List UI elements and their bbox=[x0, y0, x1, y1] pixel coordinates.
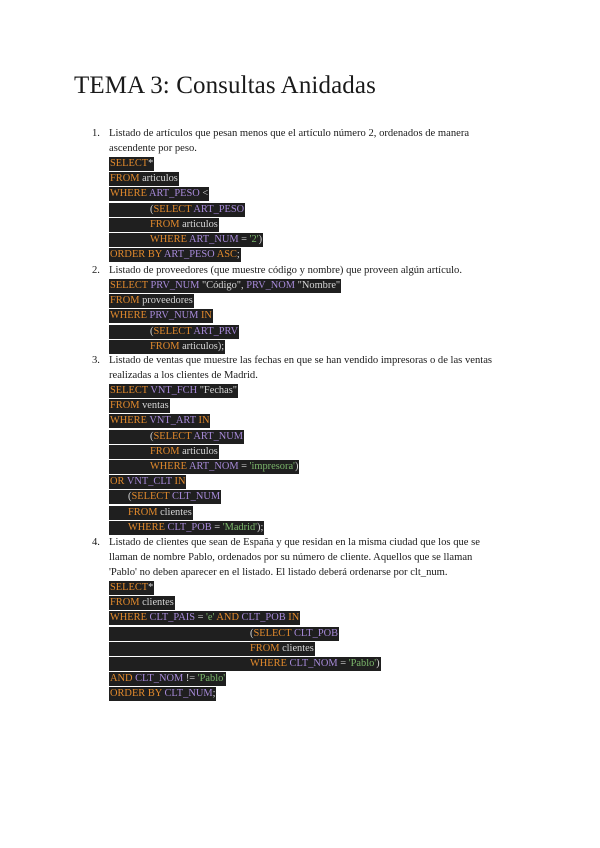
question-number: 2. bbox=[92, 265, 100, 276]
code-token: ART_PESO bbox=[193, 203, 245, 215]
code-token: AND bbox=[110, 673, 136, 685]
code-line bbox=[109, 641, 381, 656]
code-highlight bbox=[109, 340, 225, 354]
code-highlight bbox=[109, 294, 194, 308]
code-line bbox=[109, 398, 299, 413]
code-token: '2' bbox=[249, 233, 259, 245]
code-token: CLT_POB bbox=[241, 612, 286, 624]
code-token: ORDER BY bbox=[110, 249, 164, 261]
code-highlight bbox=[109, 687, 216, 701]
code-token: articulos bbox=[142, 173, 178, 185]
code-highlight bbox=[109, 642, 315, 656]
code-highlight bbox=[109, 611, 300, 625]
code-token: IN bbox=[171, 476, 186, 488]
code-token: ART_PESO bbox=[148, 188, 200, 200]
code-token: ; bbox=[236, 249, 240, 261]
code-line bbox=[109, 232, 263, 247]
code-token: 'e' bbox=[206, 612, 215, 624]
code-token: clientes bbox=[282, 642, 314, 654]
code-token: FROM bbox=[150, 445, 183, 457]
code-token: SELECT bbox=[110, 582, 149, 593]
code-token: ; bbox=[212, 688, 216, 700]
code-token: 'Pablo' bbox=[348, 657, 377, 669]
code-token: CLT_POB bbox=[167, 521, 212, 533]
code-token: FROM bbox=[110, 400, 143, 412]
code-token: ( bbox=[250, 627, 254, 639]
code-line bbox=[109, 429, 299, 444]
code-line bbox=[109, 595, 381, 610]
code-highlight bbox=[109, 475, 186, 489]
code-highlight bbox=[109, 657, 381, 671]
code-line bbox=[109, 626, 381, 641]
code-line bbox=[109, 489, 299, 504]
code-highlight bbox=[109, 233, 263, 247]
code-token: CLT_NUM bbox=[164, 688, 213, 700]
question-text: Listado de artículos que pesan menos que el artículo número 2, ordenados de manera ascendente por peso. bbox=[109, 128, 470, 155]
question-number: 4. bbox=[92, 537, 100, 548]
code-token: articulos bbox=[182, 445, 218, 457]
code-highlight bbox=[109, 248, 241, 262]
code-highlight bbox=[109, 445, 219, 459]
code-token: "Código", bbox=[199, 280, 247, 291]
code-highlight bbox=[109, 521, 264, 535]
code-token: "Fechas" bbox=[197, 385, 238, 396]
question-text: Listado de proveedores (que muestre código y nombre) que proveen algún artículo. bbox=[109, 265, 463, 276]
code-highlight bbox=[109, 384, 238, 398]
code-token: SELECT bbox=[131, 491, 172, 503]
code-line bbox=[109, 671, 381, 686]
code-highlight bbox=[109, 399, 170, 413]
code-token: VNT_FCH bbox=[150, 385, 198, 396]
code-highlight bbox=[109, 596, 175, 610]
code-token: proveedores bbox=[142, 295, 193, 307]
code-token: SELECT bbox=[110, 158, 149, 169]
code-token: ART_NUM bbox=[193, 430, 244, 442]
code-token: ART_PRV bbox=[193, 325, 239, 337]
code-line bbox=[109, 186, 263, 201]
code-token: PRV_NOM bbox=[246, 280, 296, 291]
code-highlight bbox=[109, 430, 244, 444]
code-token: ORDER BY bbox=[110, 688, 165, 700]
code-highlight bbox=[109, 627, 339, 641]
code-line bbox=[109, 474, 299, 489]
code-token: FROM bbox=[110, 295, 143, 307]
code-highlight bbox=[109, 672, 226, 686]
code-token: = bbox=[238, 233, 250, 245]
question-number: 3. bbox=[92, 355, 100, 366]
sql-block-2 bbox=[109, 278, 341, 354]
code-token: ) bbox=[376, 657, 380, 669]
sql-block-3 bbox=[109, 383, 299, 535]
code-line bbox=[109, 247, 263, 262]
sql-block-4 bbox=[109, 580, 381, 702]
code-token: = bbox=[337, 657, 349, 669]
code-token: ART_NOM bbox=[188, 460, 239, 472]
code-line bbox=[109, 520, 299, 535]
question-text: Listado de ventas que muestre las fechas en que se han vendido impresoras o de las ventas realizadas a los clientes de Madrid. bbox=[109, 355, 493, 382]
code-line bbox=[109, 686, 381, 701]
code-token: WHERE bbox=[110, 612, 150, 624]
code-line bbox=[109, 156, 263, 171]
code-token: ) bbox=[294, 460, 299, 472]
code-token: FROM bbox=[110, 173, 143, 185]
code-token: ( bbox=[150, 325, 154, 337]
question-4 bbox=[92, 535, 500, 581]
code-token: != bbox=[183, 673, 198, 685]
code-token: ) bbox=[258, 233, 263, 245]
code-token: ventas bbox=[142, 400, 169, 412]
code-line bbox=[109, 383, 299, 398]
code-highlight bbox=[109, 279, 341, 293]
code-token: clientes bbox=[160, 506, 192, 518]
code-token: SELECT bbox=[153, 203, 194, 215]
code-token: 'Pablo' bbox=[197, 673, 226, 685]
question-text: Listado de clientes que sean de España y que residan en la misma ciudad que los que se llaman de nombre Pablo, ordenados por su número de cliente. Aquellos que se llaman 'Pablo' no deben aparecer en el listado. El listado deberá ordenarse por clt_num. bbox=[109, 537, 480, 579]
code-token: ART_NUM bbox=[188, 233, 239, 245]
code-token: WHERE bbox=[250, 657, 290, 669]
code-highlight bbox=[109, 203, 245, 217]
code-token: SELECT bbox=[153, 430, 194, 442]
code-line bbox=[109, 459, 299, 474]
page-title: TEMA 3: Consultas Anidadas bbox=[74, 72, 376, 99]
code-token: clientes bbox=[142, 597, 174, 609]
code-token: AND bbox=[214, 612, 242, 624]
code-token: WHERE bbox=[110, 415, 150, 427]
code-token: WHERE bbox=[110, 310, 150, 322]
code-token: VNT_ART bbox=[149, 415, 196, 427]
code-line bbox=[109, 610, 381, 625]
code-token: WHERE bbox=[128, 521, 168, 533]
code-token: = bbox=[194, 612, 207, 624]
code-highlight bbox=[109, 581, 154, 595]
code-line bbox=[109, 217, 263, 232]
code-token: "Nombre" bbox=[295, 280, 341, 291]
code-token: articulos); bbox=[182, 340, 225, 352]
code-token: FROM bbox=[110, 597, 143, 609]
code-highlight bbox=[109, 325, 239, 339]
code-line bbox=[109, 293, 341, 308]
code-token: SELECT bbox=[110, 280, 151, 291]
code-token: VNT_CLT bbox=[126, 476, 172, 488]
code-token: 'Madrid' bbox=[222, 521, 258, 533]
code-line bbox=[109, 202, 263, 217]
code-token: SELECT bbox=[253, 627, 294, 639]
code-token: IN bbox=[198, 310, 212, 322]
code-line bbox=[109, 171, 263, 186]
code-token: PRV_NUM bbox=[149, 310, 199, 322]
code-token: * bbox=[148, 582, 154, 593]
code-line bbox=[109, 339, 341, 354]
code-line bbox=[109, 656, 381, 671]
code-token: SELECT bbox=[153, 325, 194, 337]
code-token: = bbox=[211, 521, 223, 533]
code-token: < bbox=[199, 188, 209, 200]
code-token: CLT_NUM bbox=[171, 491, 221, 503]
code-token: 'impresora' bbox=[249, 460, 295, 472]
code-token: ); bbox=[257, 521, 264, 533]
code-token: IN bbox=[285, 612, 300, 624]
code-line bbox=[109, 278, 341, 293]
code-token: CLT_PAIS bbox=[149, 612, 195, 624]
sql-block-1 bbox=[109, 156, 263, 262]
code-token: ( bbox=[150, 430, 154, 442]
question-3 bbox=[92, 353, 500, 383]
code-highlight bbox=[109, 157, 154, 171]
code-token: ( bbox=[128, 491, 132, 503]
code-token: PRV_NUM bbox=[150, 280, 200, 291]
code-highlight bbox=[109, 506, 193, 520]
code-line bbox=[109, 308, 341, 323]
code-token: * bbox=[148, 158, 154, 169]
code-token: WHERE bbox=[110, 188, 149, 200]
code-token: SELECT bbox=[110, 385, 151, 396]
code-highlight bbox=[109, 490, 221, 504]
code-token: FROM bbox=[250, 642, 283, 654]
code-line bbox=[109, 580, 381, 595]
code-token: ( bbox=[150, 203, 154, 215]
code-highlight bbox=[109, 309, 213, 323]
code-token: FROM bbox=[150, 340, 183, 352]
code-token: FROM bbox=[150, 218, 183, 230]
code-token: OR bbox=[110, 476, 127, 488]
code-token: = bbox=[238, 460, 250, 472]
code-line bbox=[109, 444, 299, 459]
code-line bbox=[109, 413, 299, 428]
code-token: IN bbox=[195, 415, 210, 427]
code-line bbox=[109, 324, 341, 339]
code-highlight bbox=[109, 187, 209, 201]
code-token: FROM bbox=[128, 506, 161, 518]
question-number: 1. bbox=[92, 128, 100, 139]
code-highlight bbox=[109, 414, 210, 428]
code-token: CLT_NOM bbox=[135, 673, 184, 685]
code-token: WHERE bbox=[150, 233, 189, 245]
code-token: ASC bbox=[216, 249, 237, 261]
code-line bbox=[109, 505, 299, 520]
code-highlight bbox=[109, 460, 299, 474]
code-token: articulos bbox=[182, 218, 218, 230]
code-token: ART_PESO bbox=[163, 249, 217, 261]
code-token: CLT_NOM bbox=[289, 657, 338, 669]
question-1 bbox=[92, 126, 500, 156]
code-highlight bbox=[109, 218, 219, 232]
code-token: CLT_POB bbox=[293, 627, 339, 639]
code-token: WHERE bbox=[150, 460, 189, 472]
question-2 bbox=[92, 263, 500, 278]
code-highlight bbox=[109, 172, 179, 186]
